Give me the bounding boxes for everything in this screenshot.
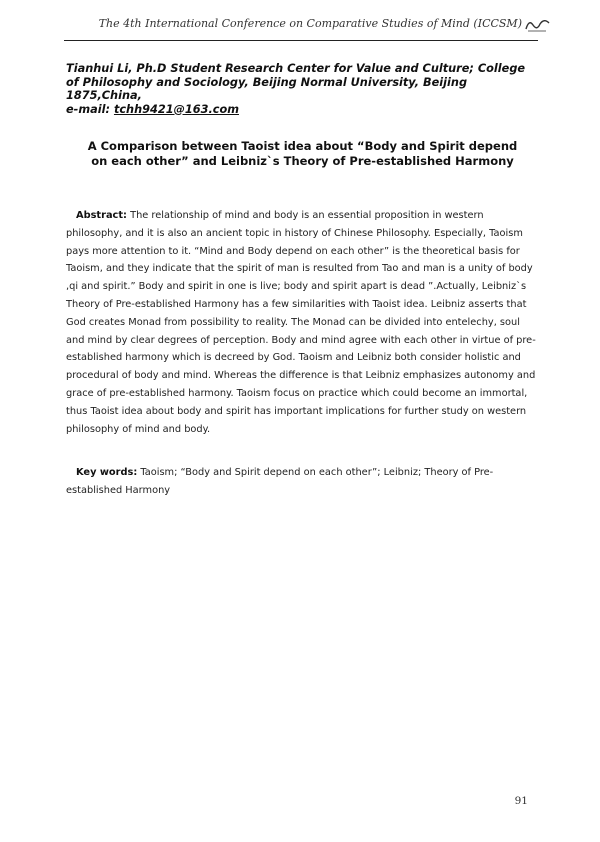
author-affiliation (66, 62, 536, 116)
keywords-paragraph (66, 464, 536, 500)
affiliation-text: Tianhui Li, Ph.D Student Research Center for Value and Culture; College of Philosophy and Sociology, Beijing Normal University, Beijing 1875,China, (66, 62, 526, 102)
paper-title: A Comparison between Taoist idea about “Body and Spirit depend on each other” and Leibniz`s Theory of Pre-established Harmony (87, 139, 518, 168)
page-number: 91 (514, 795, 528, 807)
abstract-label: Abstract: (76, 210, 127, 221)
keywords-text: Taoism; “Body and Spirit depend on each other”; Leibniz; Theory of Pre-established Harmony (66, 467, 494, 496)
keywords-label: Key words: (76, 467, 138, 478)
abstract-text: The relationship of mind and body is an essential proposition in western philosophy, and it is also an ancient topic in history of Chinese Philosophy. Especially, Taoism pays more attention to it. “Mind and Body depend on each other” is the theoretical basis for Taoism, and they indicate that the spirit of man is resulted from Tao and man is a unity of body ,qi and spirit.” Body and spirit in one is live; body and spirit apart is dead ”.Actually, Leibniz`s Theory of Pre-established Harmony has a few similarities with Taoist idea. Leibniz asserts that God creates Monad from possibility to reality. The Monad can be divided into entelechy, soul and mind by clear degrees of perception. Body and mind agree with each other in virtue of pre-established harmony which is decreed by God. Taoism and Leibniz both consider holistic and procedural of body and mind. Whereas the difference is that Leibniz emphasizes autonomy and grace of pre-established harmony. Taoism focus on practice which could become an immortal, thus Taoist idea about body and spirit has important implications for further study on western philosophy of mind and body. (66, 210, 536, 435)
abstract-paragraph (66, 207, 536, 438)
running-header: The 4th International Conference on Comparative Studies of Mind (ICCSM) (98, 17, 522, 30)
email-label: e-mail: (66, 102, 111, 116)
email-link[interactable]: tchh9421@163.com (113, 102, 239, 116)
header-rule (64, 40, 538, 41)
conference-logo-icon (524, 15, 552, 33)
